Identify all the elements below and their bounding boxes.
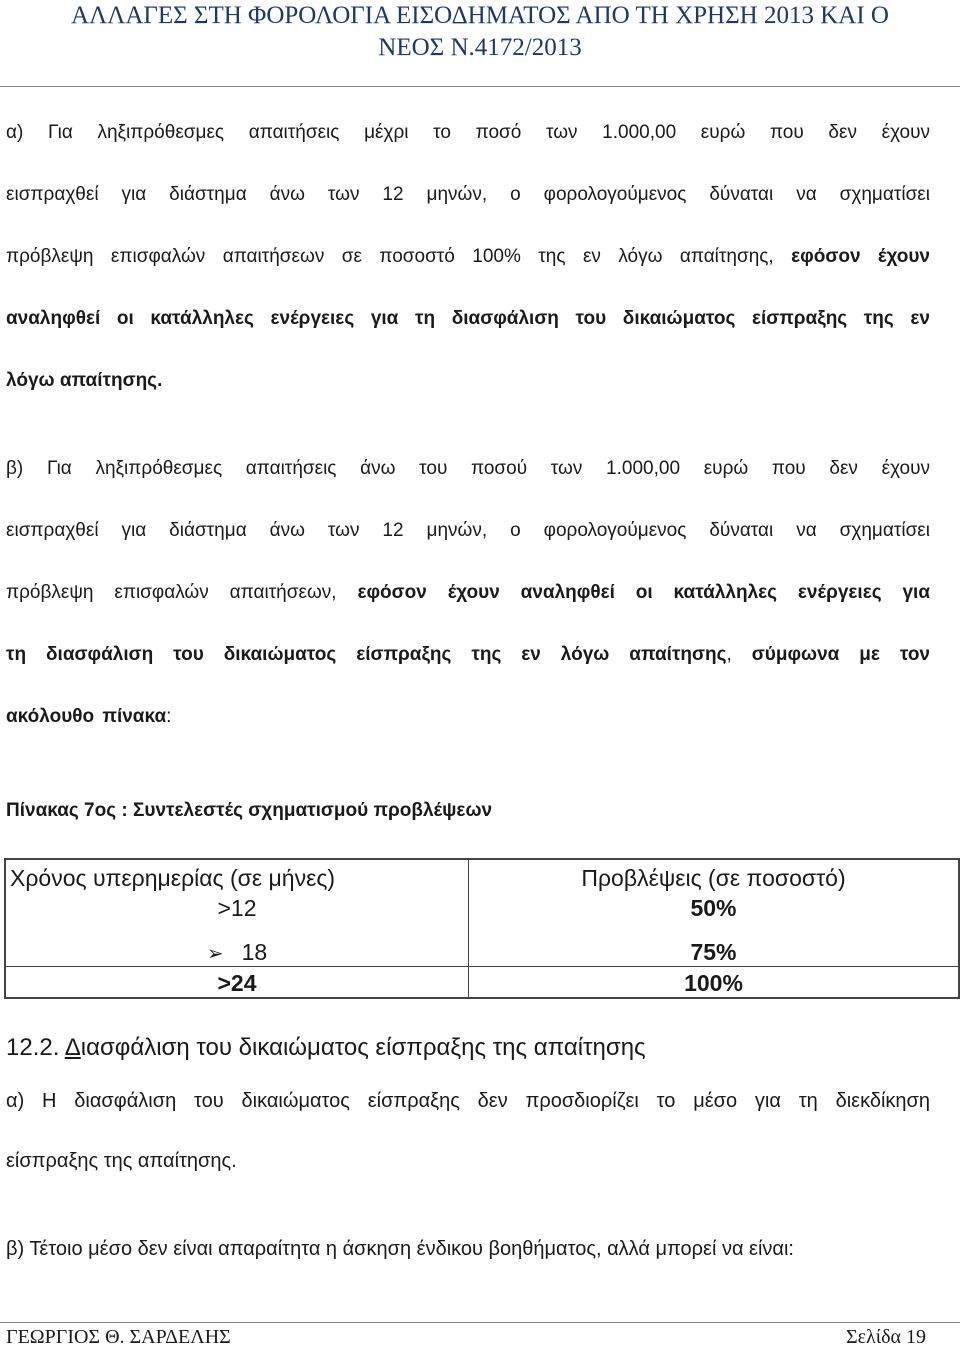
table-header-percent: Προβλέψεις (σε ποσοστό)	[581, 865, 846, 891]
paragraph-b-line-4-text: ,	[726, 644, 752, 665]
footer-author: ΓΕΩΡΓΙΟΣ Θ. ΣΑΡΔΕΛΗΣ	[6, 1326, 231, 1348]
paragraph-a-line-3	[6, 240, 930, 302]
header-title-line-2: ΝΕΟΣ Ν.4172/2013	[378, 34, 582, 61]
page-footer	[6, 1326, 926, 1349]
paragraph-b-line-5-text: :	[166, 706, 172, 727]
page-header	[0, 0, 960, 64]
paragraph-b-line-4-bold: τη διασφάλιση του δικαιώματος είσπραξης της εν λόγω απαίτησης	[6, 644, 727, 665]
section-number: 12.2.	[6, 1034, 60, 1061]
paragraph-c-line-1: α) Η διασφάλιση του δικαιώματος είσπραξης δεν προσδιορίζει το μέσο για τη διεκδίκηση	[6, 1090, 930, 1112]
provisions-table	[4, 858, 960, 999]
paragraph-d-line-1: β) Τέτοιο μέσο δεν είναι απαραίτητα η άσκηση ένδικου βοηθήματος, αλλά μπορεί να είναι:	[6, 1238, 794, 1260]
section-heading	[6, 1034, 646, 1062]
table-header-row	[5, 859, 959, 892]
paragraph-a-line-3-bold: εφόσον έχουν	[791, 246, 930, 267]
footer-divider	[0, 1322, 960, 1323]
paragraph-b-line-1: β) Για ληξιπρόθεσμες απαιτήσεις άνω του ποσού των 1.000,00 ευρώ που δεν έχουν	[6, 458, 930, 479]
paragraph-b	[6, 452, 930, 762]
paragraph-a-line-4: αναληφθεί οι κατάλληλες ενέργειες για τη διασφάλιση του δικαιώματος είσπραξης της εν	[6, 308, 930, 329]
section-title-initial: Δ	[64, 1034, 81, 1061]
paragraph-b-line-2: εισπραχθεί για διάστημα άνω των 12 μηνών, ο φορολογούμενος δύναται να σχηματίσει	[6, 520, 930, 541]
table-cell-months: >12	[5, 892, 469, 922]
table-row	[5, 967, 959, 999]
paragraph-a-line-2: εισπραχθεί για διάστημα άνω των 12 μηνών, ο φορολογούμενος δύναται να σχηματίσει	[6, 184, 930, 205]
paragraph-a-line-5: λόγω απαίτησης.	[6, 370, 163, 391]
paragraph-c	[6, 1084, 930, 1204]
arrow-bullet-icon: ➢	[206, 943, 224, 965]
header-divider	[0, 86, 960, 87]
paragraph-d	[6, 1232, 930, 1292]
footer-page-number: Σελίδα 19	[845, 1326, 926, 1348]
table-header-months: Χρόνος υπερημερίας (σε μήνες)	[5, 859, 469, 892]
table-cell-months: >24	[5, 967, 469, 999]
table-cell-percent: 100%	[469, 967, 960, 999]
paragraph-b-line-5-bold: ακόλουθο πίνακα	[6, 706, 167, 727]
paragraph-b-line-4-bold-2: σύμφωνα με τον	[751, 644, 930, 665]
table-title: Πίνακας 7ος : Συντελεστές σχηματισμού προβλέψεων	[6, 800, 493, 821]
table-cell-percent: 75%	[690, 939, 737, 965]
table-cell-months-value: 18	[241, 939, 268, 965]
paragraph-a	[6, 116, 930, 426]
paragraph-b-line-3-text: πρόβλεψη επισφαλών απαιτήσεων,	[6, 582, 358, 603]
table-row	[5, 922, 959, 967]
paragraph-c-line-2: είσπραξης της απαίτησης.	[6, 1150, 237, 1172]
paragraph-b-line-3	[6, 576, 930, 638]
paragraph-b-line-3-bold: εφόσον έχουν αναληφθεί οι κατάλληλες ενέργειες για	[357, 582, 930, 603]
table-cell-percent: 50%	[690, 895, 737, 921]
section-title-rest: ιασφάλιση του δικαιώματος είσπραξης της απαίτησης	[80, 1034, 646, 1061]
header-title-line-1: ΑΛΛΑΓΕΣ ΣΤΗ ΦΟΡΟΛΟΓΙΑ ΕΙΣΟΔΗΜΑΤΟΣ ΑΠΟ ΤΗ ΧΡΗΣΗ 2013 ΚΑΙ Ο	[71, 2, 889, 29]
table-cell-months	[5, 922, 469, 967]
paragraph-a-line-1: α) Για ληξιπρόθεσμες απαιτήσεις μέχρι το ποσό των 1.000,00 ευρώ που δεν έχουν	[6, 122, 930, 143]
table-row	[5, 892, 959, 922]
paragraph-b-line-4	[6, 638, 930, 700]
paragraph-a-line-3-text: πρόβλεψη επισφαλών απαιτήσεων σε ποσοστό 100% της εν λόγω απαίτησης,	[6, 246, 792, 267]
paragraph-b-line-5	[6, 700, 930, 762]
